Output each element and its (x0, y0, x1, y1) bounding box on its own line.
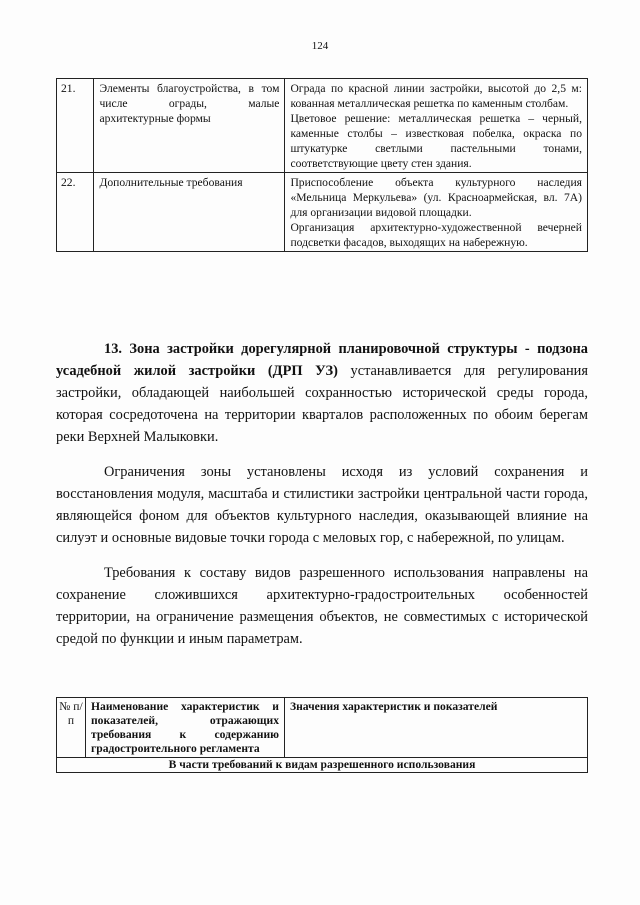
table-row (57, 173, 588, 252)
header-number: № п/п (57, 698, 86, 758)
page-number: 124 (311, 40, 329, 52)
section-text (56, 338, 588, 650)
section-paragraph-3: Требования к составу видов разрешенного использования направлены на сохранение сложившихся архитектурно-градостроительных особенностей территории, на ограничение размещения объектов, не совместимых с исторической средой по функции и иным параметрам. (56, 565, 588, 647)
row-number: 22. (57, 173, 94, 252)
requirements-table-bottom (56, 697, 588, 773)
row-value-paragraph: Организация архитектурно-художественной вечерней подсветки фасадов, выходящих на набережную. (290, 221, 582, 249)
row-value-paragraph: Приспособление объекта культурного наследия «Мельница Меркульева» (ул. Красноармейская, вл. 7А) для организации видовой площадки. (290, 176, 582, 219)
header-values: Значения характеристик и показателей (285, 698, 588, 758)
requirements-table-top (56, 78, 588, 252)
section-title: Зона застройки дорегулярной планировочной структуры - подзона усадебной жилой застройки (ДРП УЗ) (56, 341, 588, 379)
header-name: Наименование характеристик и показателей, отражающих требования к содержанию градостроительного регламента (86, 698, 285, 758)
table-row (57, 79, 588, 173)
row-name: Дополнительные требования (94, 173, 285, 252)
section-number: 13. (104, 341, 122, 357)
row-values (285, 173, 588, 252)
row-number: 21. (57, 79, 94, 173)
section-title-rest: устанавливается для регулирования застройки, обладающей наибольшей сохранностью исторической среды города, которая сосредоточена на территории кварталов расположенных по обоим берегам реки Верхней Малыковки. (56, 363, 588, 445)
span-row-label: В части требований к видам разрешенного использования (57, 758, 588, 773)
row-name: Элементы благоустройства, в том числе ограды, малые архитектурные формы (94, 79, 285, 173)
section-paragraph-2: Ограничения зоны установлены исходя из условий сохранения и восстановления модуля, масштаба и стилистики застройки центральной части города, являющейся фоном для объектов культурного наследия, оказывающей влияние на силуэт и основные видовые точки города с меловых гор, с набережной, по улицам. (56, 464, 588, 546)
row-values (285, 79, 588, 173)
row-value-paragraph: Ограда по красной линии застройки, высотой до 2,5 м: кованная металлическая решетка по каменным столбам. (290, 82, 582, 110)
table-span-row (57, 758, 588, 773)
table-header-row (57, 698, 588, 758)
row-value-paragraph: Цветовое решение: металлическая решетка – черный, каменные столбы – известковая побелка, окраска по штукатурке светлыми пастельными тонами, соответствующие цвету стен здания. (290, 112, 582, 170)
section-paragraph-1 (56, 338, 588, 448)
